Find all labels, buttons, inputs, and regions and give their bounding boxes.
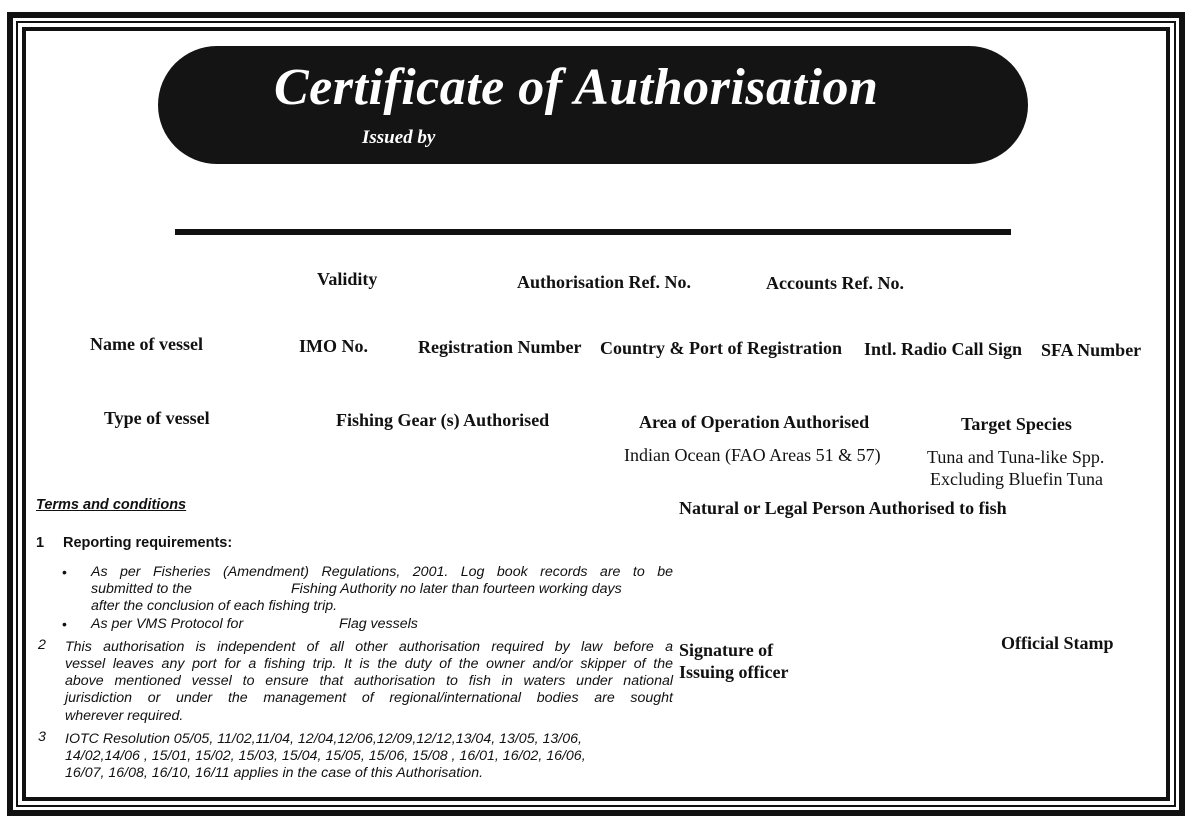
bullet-icon: • xyxy=(62,564,67,580)
target-species-value-line2: Excluding Bluefin Tuna xyxy=(930,469,1104,489)
item2-line: jurisdiction or under the management of regional/international bodies are sought xyxy=(65,690,673,706)
item1-number: 1 xyxy=(36,535,45,551)
fishing-gear-label: Fishing Gear (s) Authorised xyxy=(336,410,550,430)
imo-no-label: IMO No. xyxy=(299,336,368,356)
item3-line: 16/07, 16/08, 16/10, 16/11 applies in the case of this Authorisation. xyxy=(65,765,484,781)
target-species-value-line1: Tuna and Tuna-like Spp. xyxy=(927,447,1105,467)
bullet1-line2b: Fishing Authority no later than fourteen working days xyxy=(291,581,622,597)
signature-label-line2: Issuing officer xyxy=(679,662,789,682)
bullet1-line1: As per Fisheries (Amendment) Regulations, 2001. Log book records are to be xyxy=(91,564,673,580)
issued-by-label: Issued by xyxy=(362,127,436,148)
signature-label-line1: Signature of xyxy=(679,640,774,660)
item2-line: vessel leaves any port for a fishing trip. It is the duty of the owner and/or skipper of the xyxy=(65,656,673,672)
item2-number: 2 xyxy=(38,637,46,653)
validity-label: Validity xyxy=(317,269,378,289)
item1-heading: Reporting requirements: xyxy=(63,535,233,551)
item2-line: above mentioned vessel to ensure that authorisation to fish in waters under national xyxy=(65,673,673,689)
bullet2-part-b: Flag vessels xyxy=(339,616,418,632)
official-stamp-label: Official Stamp xyxy=(1001,633,1114,653)
terms-heading: Terms and conditions xyxy=(36,497,187,513)
area-of-operation-label: Area of Operation Authorised xyxy=(639,412,870,432)
radio-call-sign-label: Intl. Radio Call Sign xyxy=(864,339,1023,359)
item3-number: 3 xyxy=(38,729,46,745)
registration-number-label: Registration Number xyxy=(418,337,582,357)
title-rule xyxy=(175,229,1011,235)
person-authorised-label: Natural or Legal Person Authorised to fish xyxy=(679,498,1007,518)
country-port-label: Country & Port of Registration xyxy=(600,338,842,358)
item3-line: 14/02,14/06 , 15/01, 15/02, 15/03, 15/04, 15/05, 15/06, 15/08 , 16/01, 16/02, 16/06, xyxy=(65,748,586,764)
sfa-number-label: SFA Number xyxy=(1041,340,1142,360)
bullet2-part-a: As per VMS Protocol for xyxy=(91,616,244,632)
name-of-vessel-label: Name of vessel xyxy=(90,334,203,354)
authorisation-ref-label: Authorisation Ref. No. xyxy=(517,272,691,292)
bullet1-line3: after the conclusion of each fishing trip. xyxy=(91,598,338,614)
item2-line: wherever required. xyxy=(65,708,184,724)
certificate-title: Certificate of Authorisation xyxy=(274,59,879,116)
bullet-icon: • xyxy=(62,616,67,632)
accounts-ref-label: Accounts Ref. No. xyxy=(766,273,904,293)
item2-line: This authorisation is independent of all other authorisation required by law before a xyxy=(65,639,673,655)
area-of-operation-value: Indian Ocean (FAO Areas 51 & 57) xyxy=(624,445,881,465)
type-of-vessel-label: Type of vessel xyxy=(104,408,210,428)
bullet1-line2a: submitted to the xyxy=(91,581,192,597)
target-species-label: Target Species xyxy=(961,414,1072,434)
item3-line: IOTC Resolution 05/05, 11/02,11/04, 12/04,12/06,12/09,12/12,13/04, 13/05, 13/06, xyxy=(65,731,582,747)
